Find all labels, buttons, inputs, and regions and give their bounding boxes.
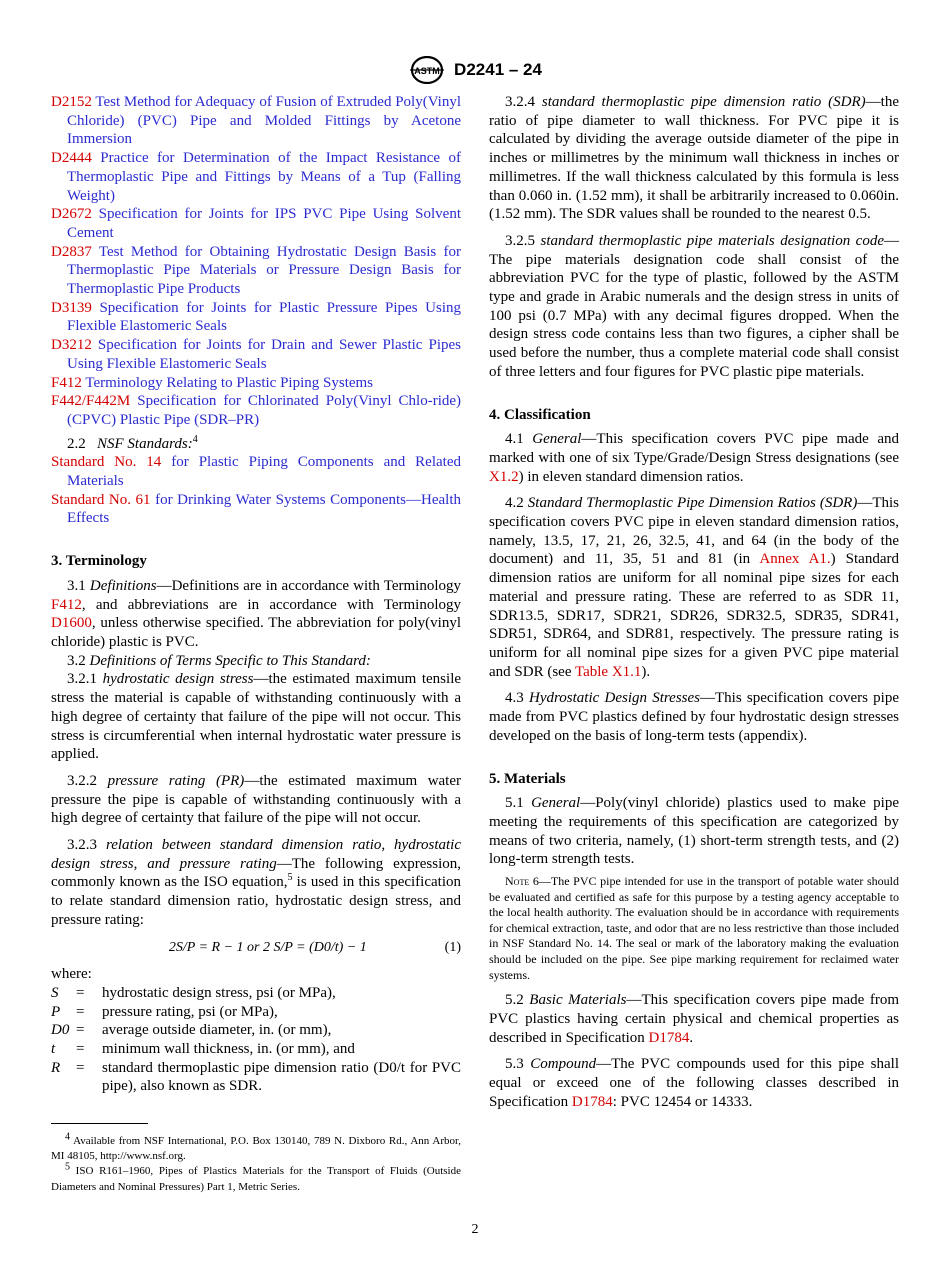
reference-link[interactable]: Standard No. 14: [51, 454, 162, 471]
paragraph-4-2: 4.2 Standard Thermoplastic Pipe Dimension Ratios (SDR)—This specification covers PVC pipe in eleven standard dimension ratios, namely, 13.5, 17, 21, 26, 32.5, 41, and 64 (in the body of the document) and 11, 35, 51 and 81 (in Annex A1.) Standard dimension ratios are uniform for all nominal pipe sizes for each material and pressure rating. These are referred to as SDR 11, SDR13.5, SDR17, SDR21, SDR26, SDR32.5, SDR35, SDR41, SDR51, SDR64, and SDR81, respectively. The pressure rating is uniform for all nominal pipe sizes for a given PVC pipe material and SDR (see Table X1.1).: [489, 495, 900, 680]
footnotes: [51, 1131, 461, 1195]
reference-link[interactable]: D2837: [51, 243, 92, 260]
reference-link[interactable]: Standard No. 61: [51, 491, 151, 508]
reference-link[interactable]: F442/F442M: [51, 393, 131, 410]
reference-item: D2837 Test Method for Obtaining Hydrostatic Design Basis for Thermoplastic Pipe Materials or Pressure Design Basis for Thermoplastic Pipe Products: [51, 243, 461, 298]
link-d1600[interactable]: D1600: [51, 615, 92, 632]
reference-item: D3139 Specification for Joints for Plastic Pressure Pipes Using Flexible Elastomeric Seals: [51, 299, 461, 335]
variable-row: P = pressure rating, psi (or MPa),: [51, 1003, 278, 1020]
footnote: $^4$ Available from NSF International, P.O. Box 130140, 789 N. Dixboro Rd., Ann Arbor, MI 48105, http://www.nsf.org.: [51, 1131, 461, 1163]
variable-row: D0 = average outside diameter, in. (or mm),: [51, 1022, 332, 1039]
link-x1-2[interactable]: X1.2: [489, 468, 519, 485]
page-number: 2: [471, 1222, 479, 1237]
link-table-x1-1[interactable]: Table X1.1: [574, 663, 642, 680]
reference-item: D3212 Specification for Joints for Drain and Sewer Plastic Pipes Using Flexible Elastomeric Seals: [51, 337, 461, 372]
reference-item: D2152 Test Method for Adequacy of Fusion of Extruded Poly(Vinyl Chloride) (PVC) Pipe and Molded Fittings by Acetone Immersion: [51, 94, 461, 148]
link-d1784[interactable]: D1784: [648, 1029, 690, 1046]
right-column: [489, 93, 899, 1111]
paragraph-4-3: 4.3 Hydrostatic Design Stresses—This specification covers pipe made from PVC plastics defined by four hydrostatic design stresses developed on the basis of long-term tests (appendix).: [489, 690, 900, 744]
reference-item: D2444 Practice for Determination of the Impact Resistance of Thermoplastic Pipe and Fittings by Means of a Tup (Falling Weight): [51, 150, 461, 204]
reference-item: Standard No. 61 for Drinking Water Systems Components—Health Effects: [51, 491, 461, 527]
reference-item: F412 Terminology Relating to Plastic Piping Systems: [51, 374, 374, 391]
reference-link[interactable]: D2152: [51, 94, 92, 110]
variable-row: R = standard thermoplastic pipe dimension ratio (D0/t for PVC pipe), also known as SDR.: [51, 1059, 461, 1095]
left-column: [51, 93, 461, 1096]
svg-text:ASTM: ASTM: [414, 66, 440, 76]
paragraph-3-2-4: 3.2.4 standard thermoplastic pipe dimension ratio (SDR)—the ratio of pipe diameter to wall thickness. For PVC pipe it is calculated by dividing the average outside diameter of the pipe in inches or millimetres by the minimum wall thickness in inches or millimetres. If the wall thickness calculated by this formula is less than 0.060 in. (1.52 mm), it shall be arbitrarily increased to 0.060in. (1.52 mm). The SDR values shall be rounded to the nearest 0.5.: [489, 94, 899, 223]
reference-item: F442/F442M Specification for Chlorinated Poly(Vinyl Chlo-ride) (CPVC) Plastic Pipe (SDR–PR): [51, 393, 462, 428]
paragraph-5-2: 5.2 Basic Materials—This specification covers pipe made from PVC plastics having certain physical and chemical properties as described in Specification D1784.: [489, 992, 900, 1046]
paragraph-3-2-2: 3.2.2 pressure rating (PR)—the estimated maximum water pressure the pipe is capable of withstanding continuously with a high degree of certainty that failure of the pipe will not occur.: [51, 772, 462, 827]
reference-link[interactable]: F412: [51, 374, 82, 391]
iso-equation: [51, 939, 461, 958]
paragraph-5-3: 5.3 Compound—The PVC compounds used for this pipe shall equal or exceed one of the following classes described in Specification D1784: PVC 12454 or 14333.: [489, 1056, 900, 1110]
reference-link[interactable]: D2672: [51, 206, 92, 223]
paragraph-3-2-1: 3.2.1 hydrostatic design stress—the estimated maximum tensile stress the material is capable of withstanding continuously with a high degree of certainty that failure of the pipe will not occur. This stress is circumferential when internal hydrostatic water pressure is applied.: [51, 671, 462, 763]
reference-link[interactable]: D3212: [51, 337, 92, 354]
variable-list: [51, 984, 461, 1096]
note-6: Note 6—The PVC pipe intended for use in the transport of potable water should be evaluated and certified as safe for this purpose by a testing agency acceptable to the local health authority. The evaluation should be in accordance with requirements for chemical extraction, taste, and odor that are no less restrictive than those included in NSF Standard No. 14. The seal or mark of the laboratory making the evaluation should be included on the pipe. See pipe marking requirement for reclaimed water systems.: [489, 874, 900, 982]
variable-row: t = minimum wall thickness, in. (or mm), and: [51, 1041, 355, 1058]
document-designation: D2241 – 24: [454, 60, 542, 79]
reference-link[interactable]: D2444: [51, 150, 92, 167]
link-f412[interactable]: F412: [51, 596, 82, 613]
section-heading: 3. Terminology: [51, 553, 147, 570]
paragraph-5-1: 5.1 General—Poly(vinyl chloride) plastics used to make pipe meeting the requirements of this specification are categorized by means of two criteria, namely, (1) short-term strength tests, and (2) long-term strength tests.: [489, 795, 899, 868]
paragraph-3-2-5: 3.2.5 standard thermoplastic pipe materials designation code—The pipe materials designation code shall consist of the abbreviation PVC for the type of plastic, followed by the ASTM type and grade in Arabic numerals and the design stress in units of 100 psi (0.7 MPa) with any decimal figures dropped. When the design stress code contains less than two figures, a cipher shall be used before the number, thus a complete material code shall consist of three letters and four figures for PVC plastic pipe materials.: [489, 232, 899, 380]
section-heading: 4. Classification: [489, 406, 591, 423]
reference-item: Standard No. 14 for Plastic Piping Components and Related Materials: [51, 454, 461, 490]
paragraph-4-1: 4.1 General—This specification covers PVC pipe made and marked with one of six Type/Grade/Design Stress designations (see X1.2) in eleven standard dimension ratios.: [489, 431, 899, 485]
equation-formula: 2S/P = R − 1 or 2 S/P = (D0/t) − 1: [168, 939, 367, 955]
where-label: where:: [51, 966, 92, 983]
footnote: $^5$ ISO R161–1960, Pipes of Plastics Materials for the Transport of Fluids (Outside Diameters and Nominal Pressures) Part 1, Metric Series.: [51, 1161, 461, 1193]
section-heading: 5. Materials: [489, 770, 566, 787]
variable-row: S = hydrostatic design stress, psi (or MPa),: [51, 984, 336, 1001]
paragraph-3-2-3: 3.2.3 relation between standard dimension ratio, hydrostatic design stress, and pressure rating—The following expression, commonly known as the ISO equation,$^5$ is used in this specification to relate standard dimension ratio, hydrostatic design stress, and pressure rating:: [51, 837, 461, 928]
reference-item: D2672 Specification for Joints for IPS PVC Pipe Using Solvent Cement: [51, 206, 462, 241]
link-d1784[interactable]: D1784: [571, 1093, 613, 1110]
astm-logo-icon: [408, 56, 446, 84]
page-header: [0, 56, 950, 84]
paragraph-3-1: 3.1 Definitions—Definitions are in accordance with Terminology F412, and abbreviations are in accordance with Terminology D1600, unless otherwise specified. The abbreviation for poly(vinyl chloride) plastic is PVC.: [51, 577, 461, 650]
equation-number: (1): [444, 939, 461, 955]
footnote-divider: [51, 1123, 148, 1124]
link-annex-a1[interactable]: Annex A1.: [759, 551, 831, 568]
reference-link[interactable]: D3139: [51, 299, 92, 316]
nsf-standards-heading: 2.2 NSF Standards:$^4$: [67, 433, 198, 452]
paragraph-3-2: 3.2 Definitions of Terms Specific to This Standard:: [67, 652, 371, 669]
